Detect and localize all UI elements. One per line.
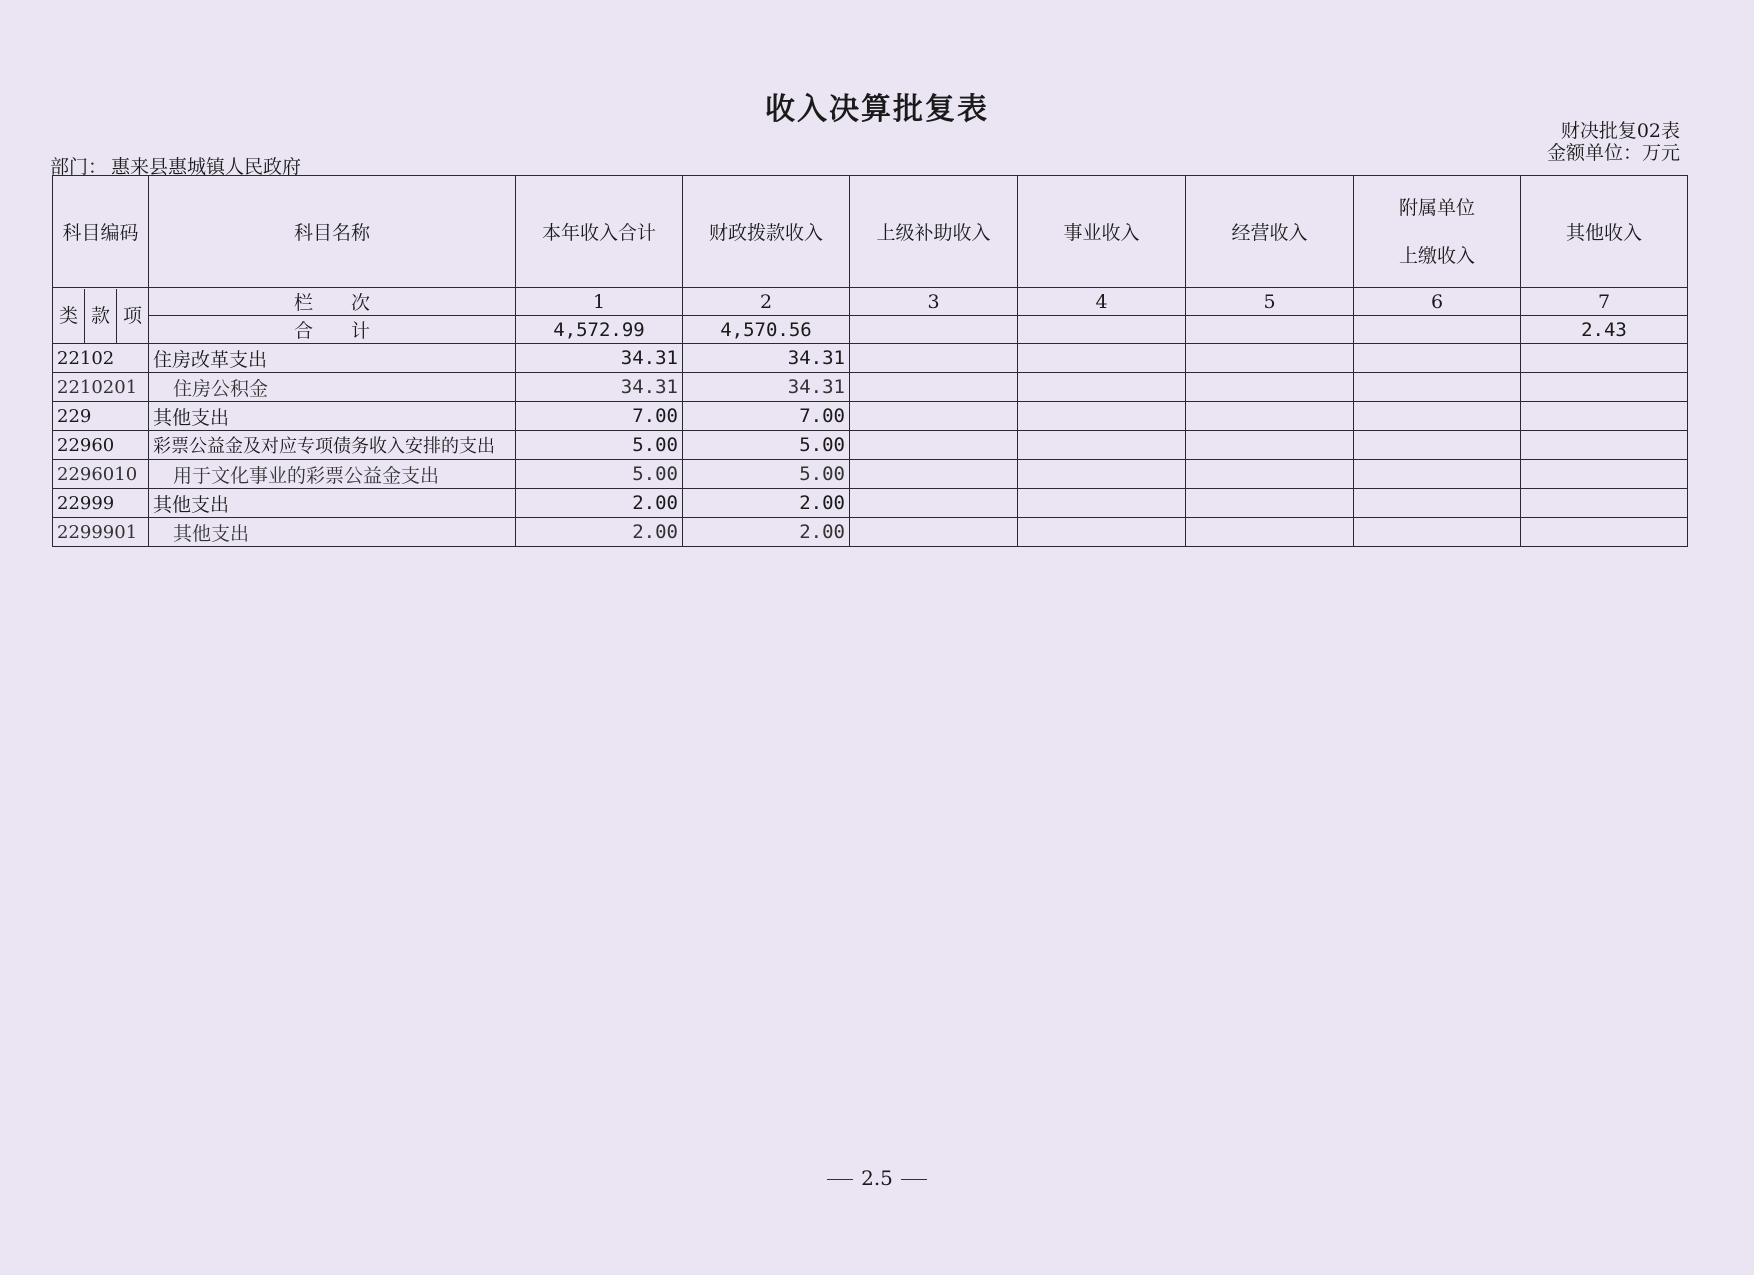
row-fiscal: 2.00 (683, 518, 850, 547)
table-row (53, 402, 1688, 431)
row-code: 2296010 (53, 460, 149, 489)
level-lei: 类 (53, 289, 85, 343)
row-operating (1186, 489, 1354, 518)
row-other (1521, 489, 1688, 518)
amount-unit: 金额单位：万元 (1546, 142, 1680, 164)
table-row (53, 344, 1688, 373)
row-superior (850, 518, 1018, 547)
row-total: 5.00 (516, 460, 683, 489)
total-affiliate (1354, 316, 1521, 344)
row-name: 其他支出 (149, 489, 516, 518)
row-fiscal: 7.00 (683, 402, 850, 431)
column-index-label: 栏 次 (149, 288, 516, 316)
row-operating (1186, 344, 1354, 373)
total-other: 2.43 (1521, 316, 1688, 344)
income-table (52, 175, 1688, 547)
row-business (1018, 373, 1186, 402)
department-label: 部门： (50, 156, 108, 178)
header-affiliate-line2: 上缴收入 (1398, 244, 1475, 267)
department-value: 惠来县惠城镇人民政府 (111, 156, 302, 178)
row-code: 22960 (53, 431, 149, 460)
row-code: 2210201 (53, 373, 149, 402)
row-total: 34.31 (516, 373, 683, 402)
row-total: 2.00 (516, 518, 683, 547)
page-dash-left (827, 1179, 853, 1180)
row-superior (850, 460, 1018, 489)
row-name: 彩票公益金及对应专项债务收入安排的支出 (149, 431, 516, 460)
col-num-3: 3 (850, 288, 1018, 316)
col-num-5: 5 (1186, 288, 1354, 316)
row-total: 5.00 (516, 431, 683, 460)
row-business (1018, 518, 1186, 547)
level-kuan: 款 (85, 289, 117, 343)
row-other (1521, 402, 1688, 431)
row-affiliate (1354, 518, 1521, 547)
row-superior (850, 402, 1018, 431)
row-other (1521, 460, 1688, 489)
table-row (53, 518, 1688, 547)
row-superior (850, 344, 1018, 373)
header-total: 本年收入合计 (516, 176, 683, 288)
header-affiliate (1354, 176, 1521, 288)
total-amount: 4,572.99 (516, 316, 683, 344)
row-operating (1186, 460, 1354, 489)
row-operating (1186, 518, 1354, 547)
row-fiscal: 5.00 (683, 431, 850, 460)
table-row (53, 373, 1688, 402)
page-dash-right (901, 1179, 927, 1180)
row-business (1018, 344, 1186, 373)
row-operating (1186, 373, 1354, 402)
total-row (53, 316, 1688, 344)
total-superior (850, 316, 1018, 344)
row-name: 住房公积金 (149, 373, 516, 402)
header-affiliate-line1: 附属单位 (1398, 196, 1475, 219)
header-code: 科目编码 (53, 176, 149, 288)
header-superior: 上级补助收入 (850, 176, 1018, 288)
row-superior (850, 431, 1018, 460)
row-fiscal: 34.31 (683, 373, 850, 402)
col-num-6: 6 (1354, 288, 1521, 316)
row-business (1018, 489, 1186, 518)
row-name: 住房改革支出 (149, 344, 516, 373)
row-affiliate (1354, 489, 1521, 518)
col-num-1: 1 (516, 288, 683, 316)
row-name: 用于文化事业的彩票公益金支出 (149, 460, 516, 489)
row-other (1521, 344, 1688, 373)
row-business (1018, 402, 1186, 431)
page-title: 收入决算批复表 (765, 92, 989, 127)
row-fiscal: 2.00 (683, 489, 850, 518)
row-other (1521, 373, 1688, 402)
header-row (53, 176, 1688, 288)
row-operating (1186, 431, 1354, 460)
category-levels (53, 288, 149, 344)
header-business: 事业收入 (1018, 176, 1186, 288)
col-num-4: 4 (1018, 288, 1186, 316)
row-total: 2.00 (516, 489, 683, 518)
row-affiliate (1354, 373, 1521, 402)
header-operating: 经营收入 (1186, 176, 1354, 288)
header-fiscal: 财政拨款收入 (683, 176, 850, 288)
row-fiscal: 5.00 (683, 460, 850, 489)
row-affiliate (1354, 402, 1521, 431)
row-name: 其他支出 (149, 518, 516, 547)
row-total: 7.00 (516, 402, 683, 431)
row-name: 其他支出 (149, 402, 516, 431)
form-number: 财决批复02表 (1560, 120, 1680, 142)
row-business (1018, 431, 1186, 460)
row-code: 22102 (53, 344, 149, 373)
row-total: 34.31 (516, 344, 683, 373)
row-other (1521, 431, 1688, 460)
total-operating (1186, 316, 1354, 344)
page-number (0, 1166, 1754, 1190)
table-row (53, 460, 1688, 489)
page-number-value: 2.5 (861, 1166, 893, 1190)
row-fiscal: 34.31 (683, 344, 850, 373)
row-code: 22999 (53, 489, 149, 518)
row-affiliate (1354, 344, 1521, 373)
row-code: 229 (53, 402, 149, 431)
header-name: 科目名称 (149, 176, 516, 288)
total-business (1018, 316, 1186, 344)
header-other: 其他收入 (1521, 176, 1688, 288)
total-fiscal: 4,570.56 (683, 316, 850, 344)
column-number-row (53, 288, 1688, 316)
level-xiang: 项 (122, 304, 142, 327)
row-code: 2299901 (53, 518, 149, 547)
row-affiliate (1354, 431, 1521, 460)
total-label: 合 计 (149, 316, 516, 344)
row-business (1018, 460, 1186, 489)
table-row (53, 431, 1688, 460)
col-num-7: 7 (1521, 288, 1688, 316)
col-num-2: 2 (683, 288, 850, 316)
row-affiliate (1354, 460, 1521, 489)
row-operating (1186, 402, 1354, 431)
row-superior (850, 489, 1018, 518)
table-row (53, 489, 1688, 518)
row-other (1521, 518, 1688, 547)
row-superior (850, 373, 1018, 402)
